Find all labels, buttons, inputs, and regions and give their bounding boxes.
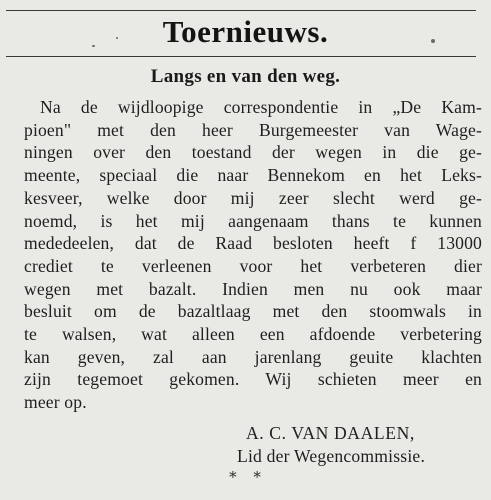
article-line: besluit om de bazaltlaag met den stoomwals in bbox=[24, 301, 482, 322]
article-line: te walsen, wat alleen een afdoende verbetering bbox=[24, 324, 482, 345]
masthead-rule bbox=[6, 56, 476, 57]
article-line: kan geven, zal aan jarenlang geuite klachten bbox=[24, 346, 482, 367]
print-speck bbox=[92, 45, 95, 47]
article-line: zijn tegemoet gekomen. Wij schieten meer en bbox=[24, 369, 482, 390]
article-line: wegen met bazalt. Indien men nu ook maar bbox=[24, 278, 482, 299]
article-body bbox=[24, 96, 482, 414]
article-line: kesveer, welke door mij zeer slecht werd ge- bbox=[24, 187, 482, 208]
top-rule bbox=[6, 10, 476, 11]
print-speck bbox=[431, 39, 435, 43]
article-line: Na de wijdloopige correspondentie in „De Kam- bbox=[40, 97, 482, 117]
section-masthead: Toernieuws. bbox=[162, 14, 329, 49]
article-headline: Langs en van den weg. bbox=[150, 66, 341, 87]
article-line: noemd, is het mij aangenaam thans te kunnen bbox=[24, 210, 482, 231]
article-line: ningen over den toestand der wegen in die ge- bbox=[24, 142, 482, 163]
signature-role: Lid der Wegencommissie. bbox=[237, 446, 426, 466]
signature-name: A. C. VAN DAALEN, bbox=[246, 423, 415, 443]
article-line: crediet te verleenen voor het verbeteren dier bbox=[24, 255, 482, 276]
article-line: mededeelen, dat de Raad besloten heeft f 13000 bbox=[24, 233, 482, 254]
article-line: meer op. bbox=[24, 392, 87, 413]
print-speck bbox=[116, 37, 118, 39]
article-line: meente, speciaal die naar Bennekom en het Leks- bbox=[24, 165, 482, 186]
article-line: pioen" met den heer Burgemeester van Wage- bbox=[24, 119, 482, 140]
asterism-divider: * * bbox=[229, 468, 267, 486]
